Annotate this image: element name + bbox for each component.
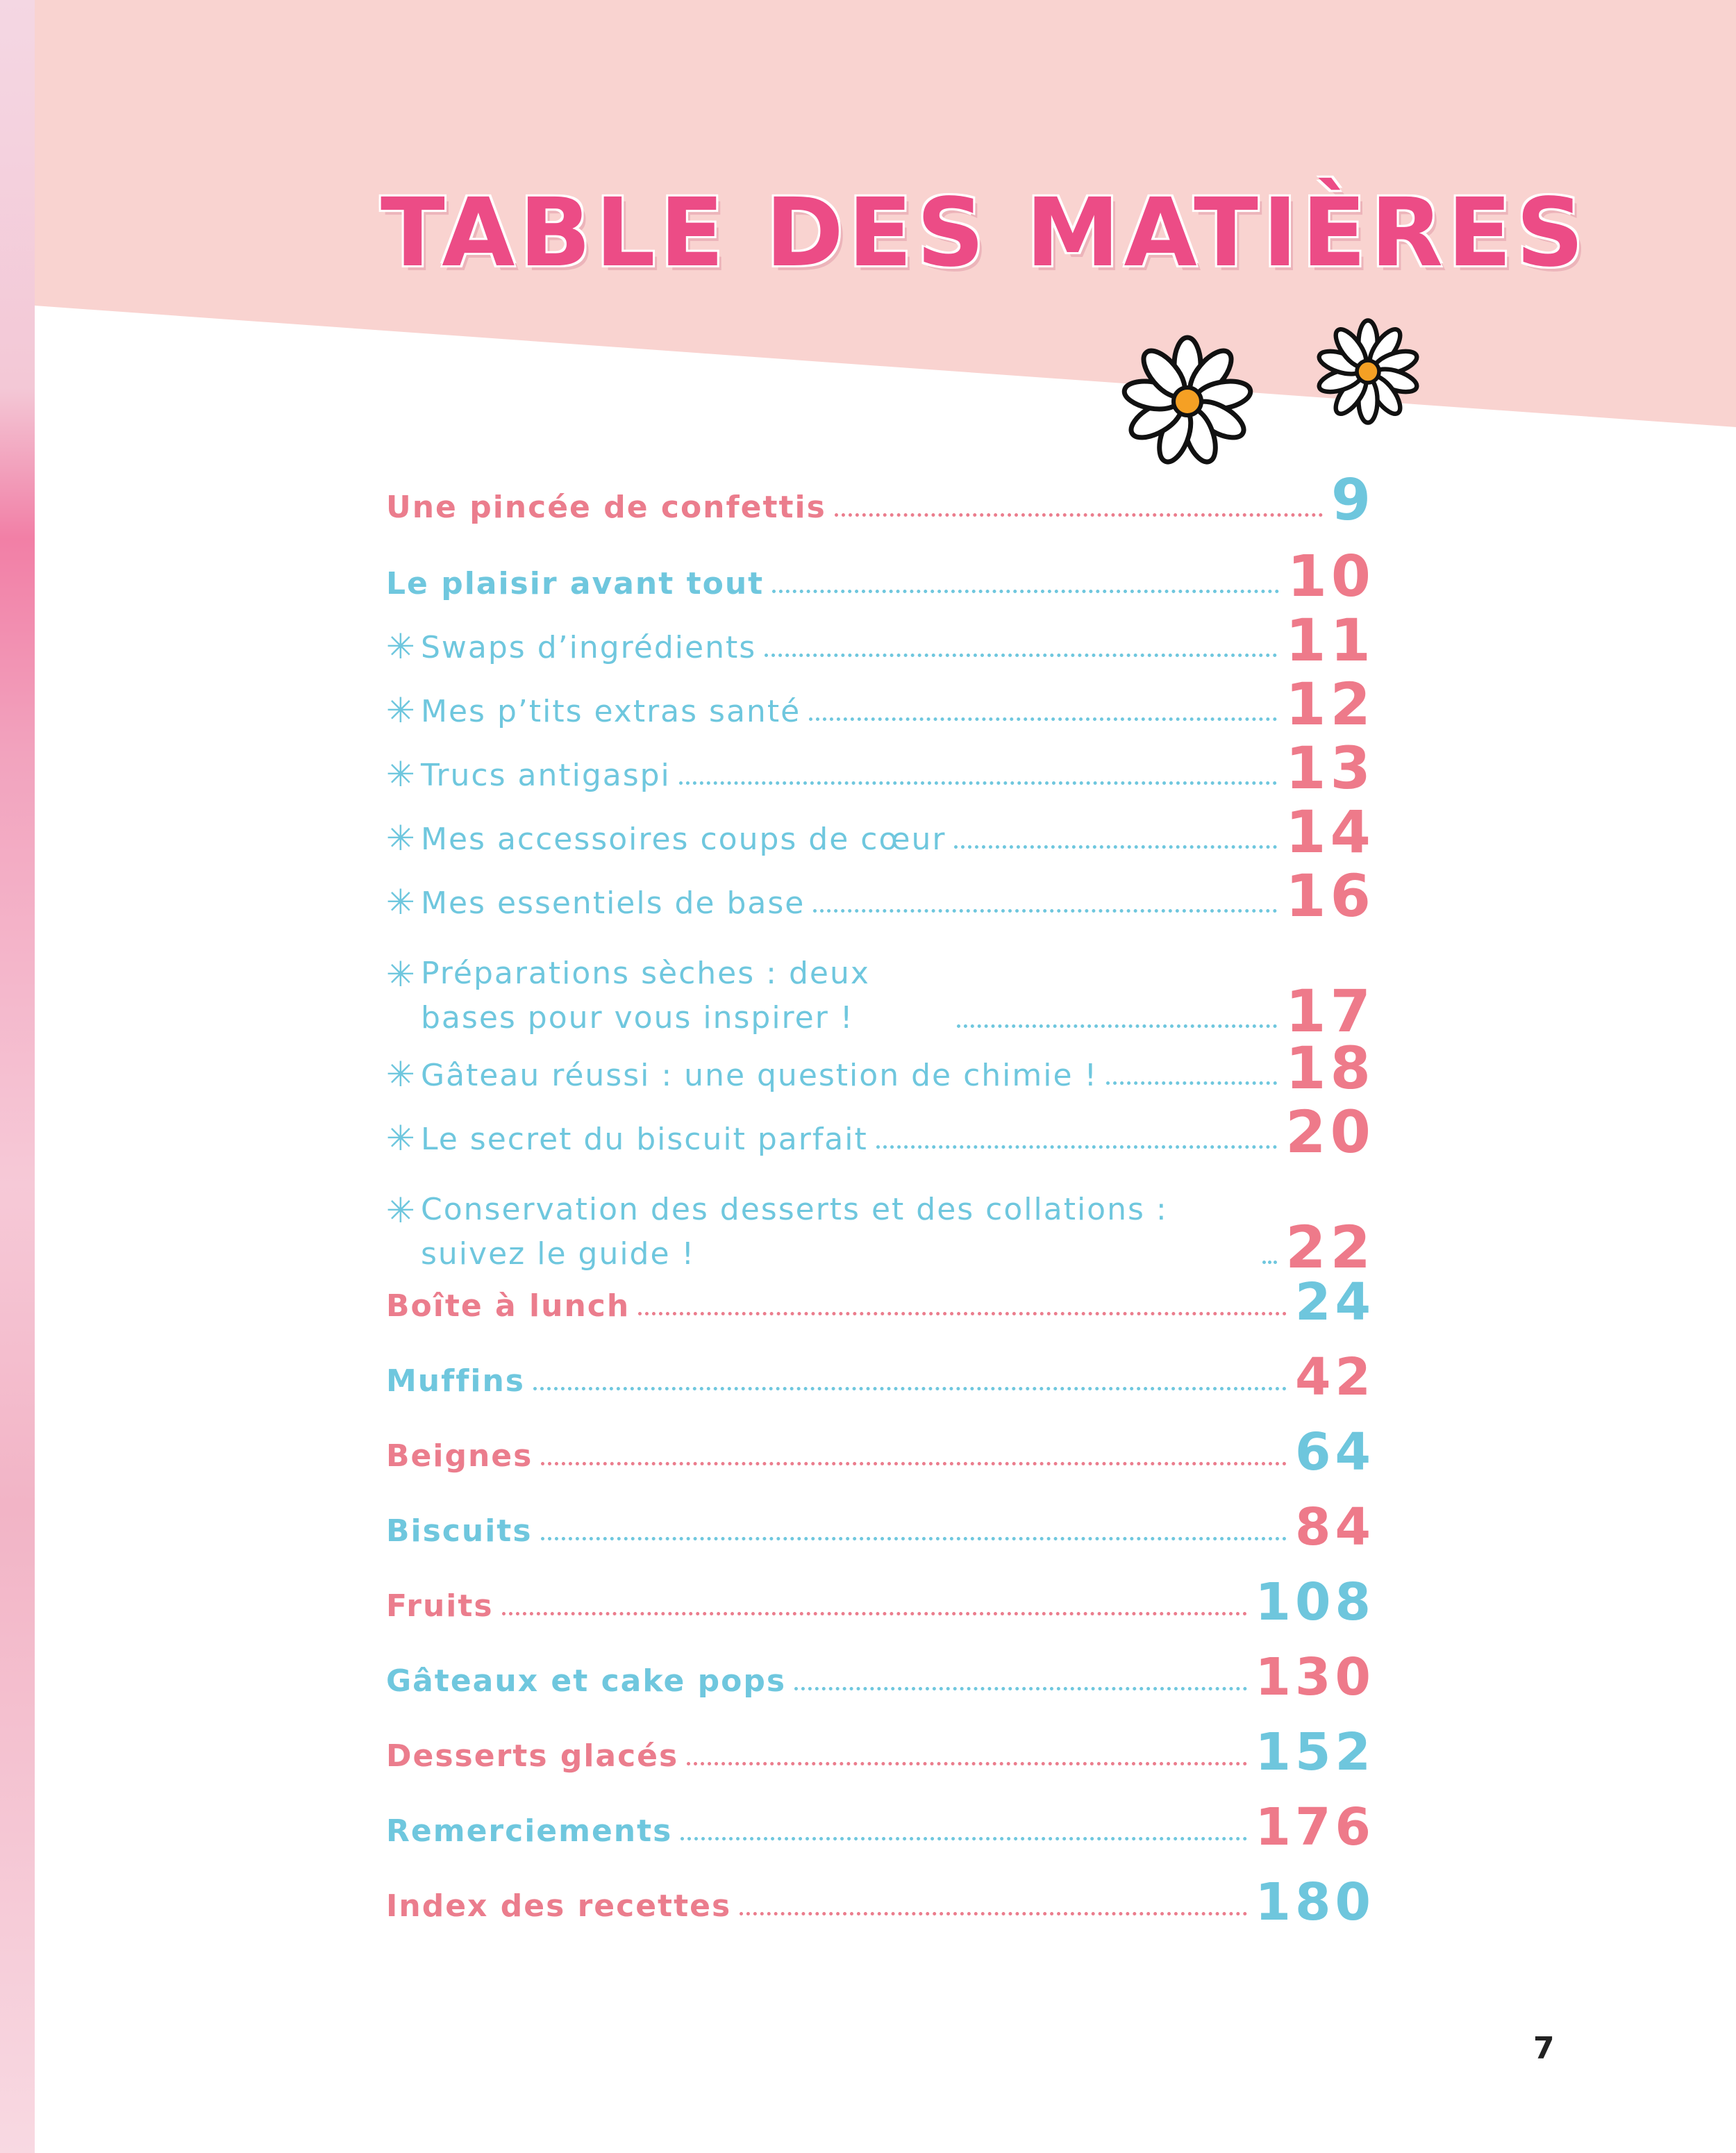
toc-entry-page: 17 xyxy=(1285,976,1375,1045)
toc-entry-page: 176 xyxy=(1255,1797,1375,1857)
toc-entry-page: 64 xyxy=(1295,1422,1375,1482)
toc-entry-title: Gâteau réussi : une question de chimie ! xyxy=(421,1058,1099,1094)
toc-entry-beignes[interactable] xyxy=(386,1422,1375,1482)
asterisk-bullet-icon: ✳ xyxy=(386,1190,415,1231)
page-number: 7 xyxy=(1533,2031,1555,2066)
toc-entry-essentiels[interactable] xyxy=(386,862,1375,930)
toc-entry-page: 152 xyxy=(1255,1722,1375,1782)
toc-entry-title: Desserts glacés xyxy=(386,1738,679,1774)
dot-leader xyxy=(541,1537,1287,1540)
toc-entry-title: Swaps d’ingrédients xyxy=(421,630,757,666)
toc-entry-title: Biscuits xyxy=(386,1513,533,1549)
toc-entry-title: Trucs antigaspi xyxy=(421,758,671,794)
toc-entry-page: 13 xyxy=(1285,734,1375,802)
dot-leader xyxy=(765,654,1277,657)
asterisk-bullet-icon: ✳ xyxy=(386,1054,415,1095)
toc-entry-accessoires[interactable] xyxy=(386,798,1375,866)
toc-entry-title: Mes p’tits extras santé xyxy=(421,694,801,730)
dot-leader xyxy=(813,909,1277,913)
toc-entry-desserts-glaces[interactable] xyxy=(386,1722,1375,1782)
dot-leader xyxy=(1106,1081,1277,1085)
toc-entry-page: 14 xyxy=(1285,798,1375,866)
asterisk-bullet-icon: ✳ xyxy=(386,754,415,795)
toc-entry-antigaspi[interactable] xyxy=(386,734,1375,802)
toc-entry-title: Gâteaux et cake pops xyxy=(386,1663,787,1699)
toc-entry-title: Mes accessoires coups de cœur xyxy=(421,822,946,858)
dot-leader xyxy=(638,1312,1287,1315)
toc-entry-page: 108 xyxy=(1255,1572,1375,1632)
dot-leader xyxy=(957,1024,1277,1028)
toc-entry-page: 42 xyxy=(1295,1347,1375,1407)
toc-entry-gateaux[interactable] xyxy=(386,1647,1375,1707)
toc-entry-title: Mes essentiels de base xyxy=(421,886,806,922)
toc-entry-title: Le secret du biscuit parfait xyxy=(421,1122,868,1158)
asterisk-bullet-icon: ✳ xyxy=(386,1118,415,1158)
toc-entry-title: Beignes xyxy=(386,1438,533,1474)
toc-entry-swaps[interactable] xyxy=(386,606,1375,674)
toc-entry-title: Remerciements xyxy=(386,1813,673,1849)
toc-entry-chimie[interactable] xyxy=(386,1034,1375,1102)
toc-entry-extras-sante[interactable] xyxy=(386,670,1375,738)
dot-leader xyxy=(794,1687,1247,1690)
toc-entry-page: 12 xyxy=(1285,670,1375,738)
toc-entry-page: 11 xyxy=(1285,606,1375,674)
toc-entry-page: 16 xyxy=(1285,862,1375,930)
asterisk-bullet-icon: ✳ xyxy=(386,626,415,667)
toc-entry-page: 130 xyxy=(1255,1647,1375,1707)
dot-leader xyxy=(687,1762,1246,1765)
toc-entry-title: Muffins xyxy=(386,1363,525,1399)
toc-entry-title: Fruits xyxy=(386,1588,494,1624)
toc-entry-title: Index des recettes xyxy=(386,1888,732,1925)
dot-leader xyxy=(541,1462,1287,1465)
dot-leader xyxy=(679,781,1277,785)
page-title: TABLE DES MATIÈRES xyxy=(381,178,1589,288)
dot-leader xyxy=(1262,1261,1277,1264)
toc-entry-title: Conservation des desserts et des collations : suivez le guide ! xyxy=(421,1192,1168,1272)
toc-entry-fruits[interactable] xyxy=(386,1572,1375,1632)
asterisk-bullet-icon: ✳ xyxy=(386,882,415,922)
toc-entry-title: Préparations sèches : deux bases pour vous inspirer ! xyxy=(421,956,870,1036)
toc-entry-index[interactable] xyxy=(386,1872,1375,1932)
dot-leader xyxy=(954,845,1277,849)
dot-leader xyxy=(809,717,1277,721)
dot-leader xyxy=(876,1145,1277,1149)
dot-leader xyxy=(681,1837,1246,1840)
toc-entry-remerciements[interactable] xyxy=(386,1797,1375,1857)
toc-entry-biscuits[interactable] xyxy=(386,1497,1375,1557)
toc-entry-page: 84 xyxy=(1295,1497,1375,1557)
toc-entry-page: 10 xyxy=(1287,544,1375,610)
asterisk-bullet-icon: ✳ xyxy=(386,954,415,995)
dot-leader xyxy=(502,1612,1247,1615)
toc-entry-conservation[interactable] xyxy=(386,1188,1375,1281)
toc-entry-muffins[interactable] xyxy=(386,1347,1375,1407)
asterisk-bullet-icon: ✳ xyxy=(386,690,415,731)
toc-entry-biscuit-parfait[interactable] xyxy=(386,1098,1375,1166)
toc-entry-title: Le plaisir avant tout xyxy=(386,566,765,602)
toc-entry-page: 9 xyxy=(1330,467,1375,533)
toc-entry-title: Une pincée de confettis xyxy=(386,490,826,526)
dot-leader xyxy=(740,1912,1246,1915)
dot-leader xyxy=(835,513,1323,517)
dot-leader xyxy=(533,1387,1287,1390)
toc-entry-page: 20 xyxy=(1285,1098,1375,1166)
toc-entry-title: Boîte à lunch xyxy=(386,1288,631,1324)
toc-entry-confettis[interactable] xyxy=(386,467,1375,533)
toc-entry-page: 22 xyxy=(1285,1213,1375,1281)
toc-entry-plaisir[interactable] xyxy=(386,544,1375,610)
toc-entry-page: 18 xyxy=(1285,1034,1375,1102)
asterisk-bullet-icon: ✳ xyxy=(386,818,415,858)
dot-leader xyxy=(772,590,1279,593)
toc-entry-page: 180 xyxy=(1255,1872,1375,1932)
toc-entry-page: 24 xyxy=(1295,1272,1375,1332)
toc-entry-boite-a-lunch[interactable] xyxy=(386,1272,1375,1332)
toc-entry-preparations-seches[interactable] xyxy=(386,951,1375,1045)
